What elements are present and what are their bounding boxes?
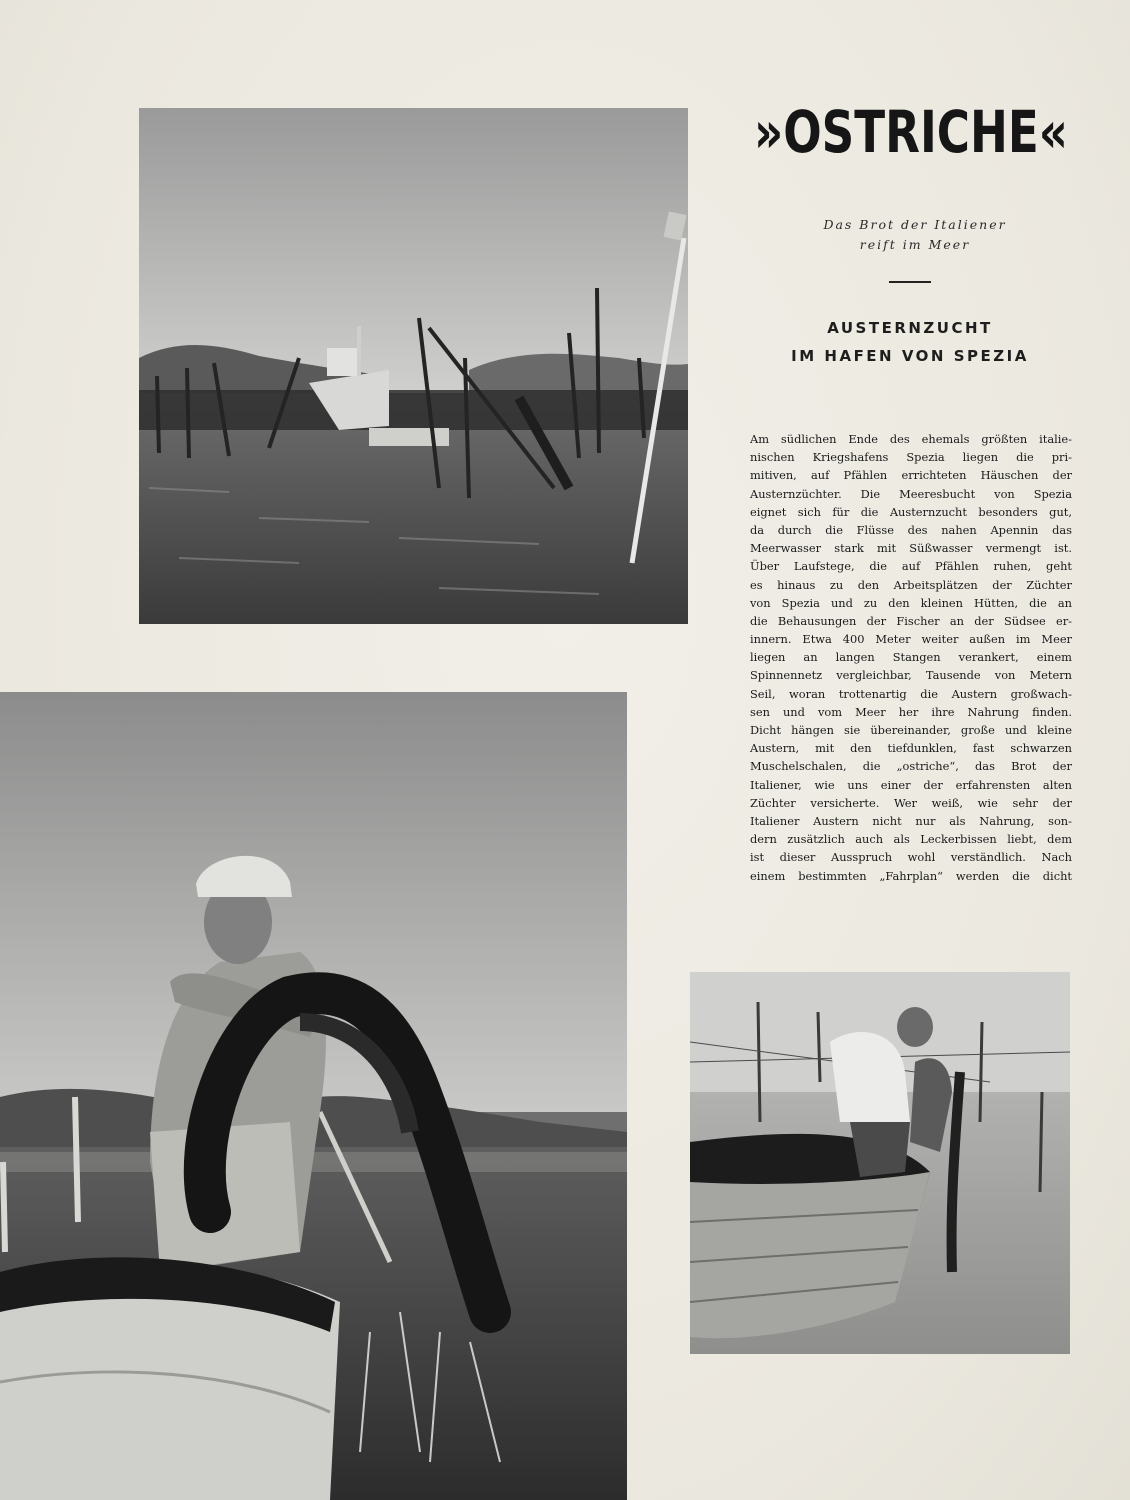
body-line: liegen an langen Stangen verankert, einem <box>750 650 1072 665</box>
body-line: Über Laufstege, die auf Pfählen ruhen, geht <box>750 559 1072 574</box>
article-heading <box>780 314 1040 370</box>
body-line: Italiener, wie uns einer der erfahrensten alten <box>750 777 1072 792</box>
body-line: ist dieser Ausspruch wohl verständlich. Nach <box>750 850 1072 865</box>
body-line: Austern, mit den tiefdunklen, fast schwarzen <box>750 741 1072 756</box>
body-line: Austernzüchter. Die Meeresbucht von Spezia <box>750 486 1072 501</box>
photo-fisherman-oyster-rope <box>0 692 627 1500</box>
body-line: mitiven, auf Pfählen errichteten Häuschen der <box>750 468 1072 483</box>
heading-line: AUSTERNZUCHT <box>827 319 993 337</box>
subtitle-line: Das Brot der Italiener <box>823 217 1007 232</box>
photo-men-boat-image <box>690 972 1070 1354</box>
body-line: die Behausungen der Fischer an der Südsee er- <box>750 613 1072 628</box>
article-body <box>750 430 1072 885</box>
body-line: Meerwasser stark mit Süßwasser vermengt ist. <box>750 541 1072 556</box>
body-line: nischen Kriegshafens Spezia liegen die pri- <box>750 450 1072 465</box>
body-line: Seil, woran trottenartig die Austern großwach- <box>750 686 1072 701</box>
body-line: von Spezia und zu den kleinen Hütten, die an <box>750 595 1072 610</box>
body-line: es hinaus zu den Arbeitsplätzen der Züchter <box>750 577 1072 592</box>
body-line: Dicht hängen sie übereinander, große und kleine <box>750 723 1072 737</box>
body-line: innern. Etwa 400 Meter weiter außen im Meer <box>750 632 1072 647</box>
photo-men-in-boat <box>690 972 1070 1354</box>
body-line: da durch die Flüsse des nahen Apennin das <box>750 522 1072 537</box>
body-line: Am südlichen Ende des ehemals größten italie- <box>750 432 1072 446</box>
body-line: dern zusätzlich auch als Leckerbissen liebt, dem <box>750 832 1072 847</box>
article-subtitle <box>790 215 1040 255</box>
body-line: Italiener Austern nicht nur als Nahrung, son- <box>750 813 1072 828</box>
body-line: eignet sich für die Austernzucht besonders gut, <box>750 504 1072 519</box>
photo-fisherman-image <box>0 692 627 1500</box>
subtitle-line: reift im Meer <box>859 237 971 252</box>
photo-harbor-image <box>139 108 688 624</box>
body-line: sen und vom Meer her ihre Nahrung finden. <box>750 704 1072 719</box>
body-line: einem bestimmten „Fahrplan“ werden die dicht <box>750 868 1072 883</box>
body-line: Spinnennetz vergleichbar, Tausende von Metern <box>750 668 1072 683</box>
article-title: »OSTRICHE« <box>754 98 1068 166</box>
photo-harbor-poles <box>139 108 688 624</box>
body-line: Züchter versicherte. Wer weiß, wie sehr der <box>750 795 1072 810</box>
body-line: Muschelschalen, die „ostriche“, das Brot der <box>750 759 1072 774</box>
title-divider <box>889 281 931 283</box>
heading-line: IM HAFEN VON SPEZIA <box>791 347 1029 365</box>
